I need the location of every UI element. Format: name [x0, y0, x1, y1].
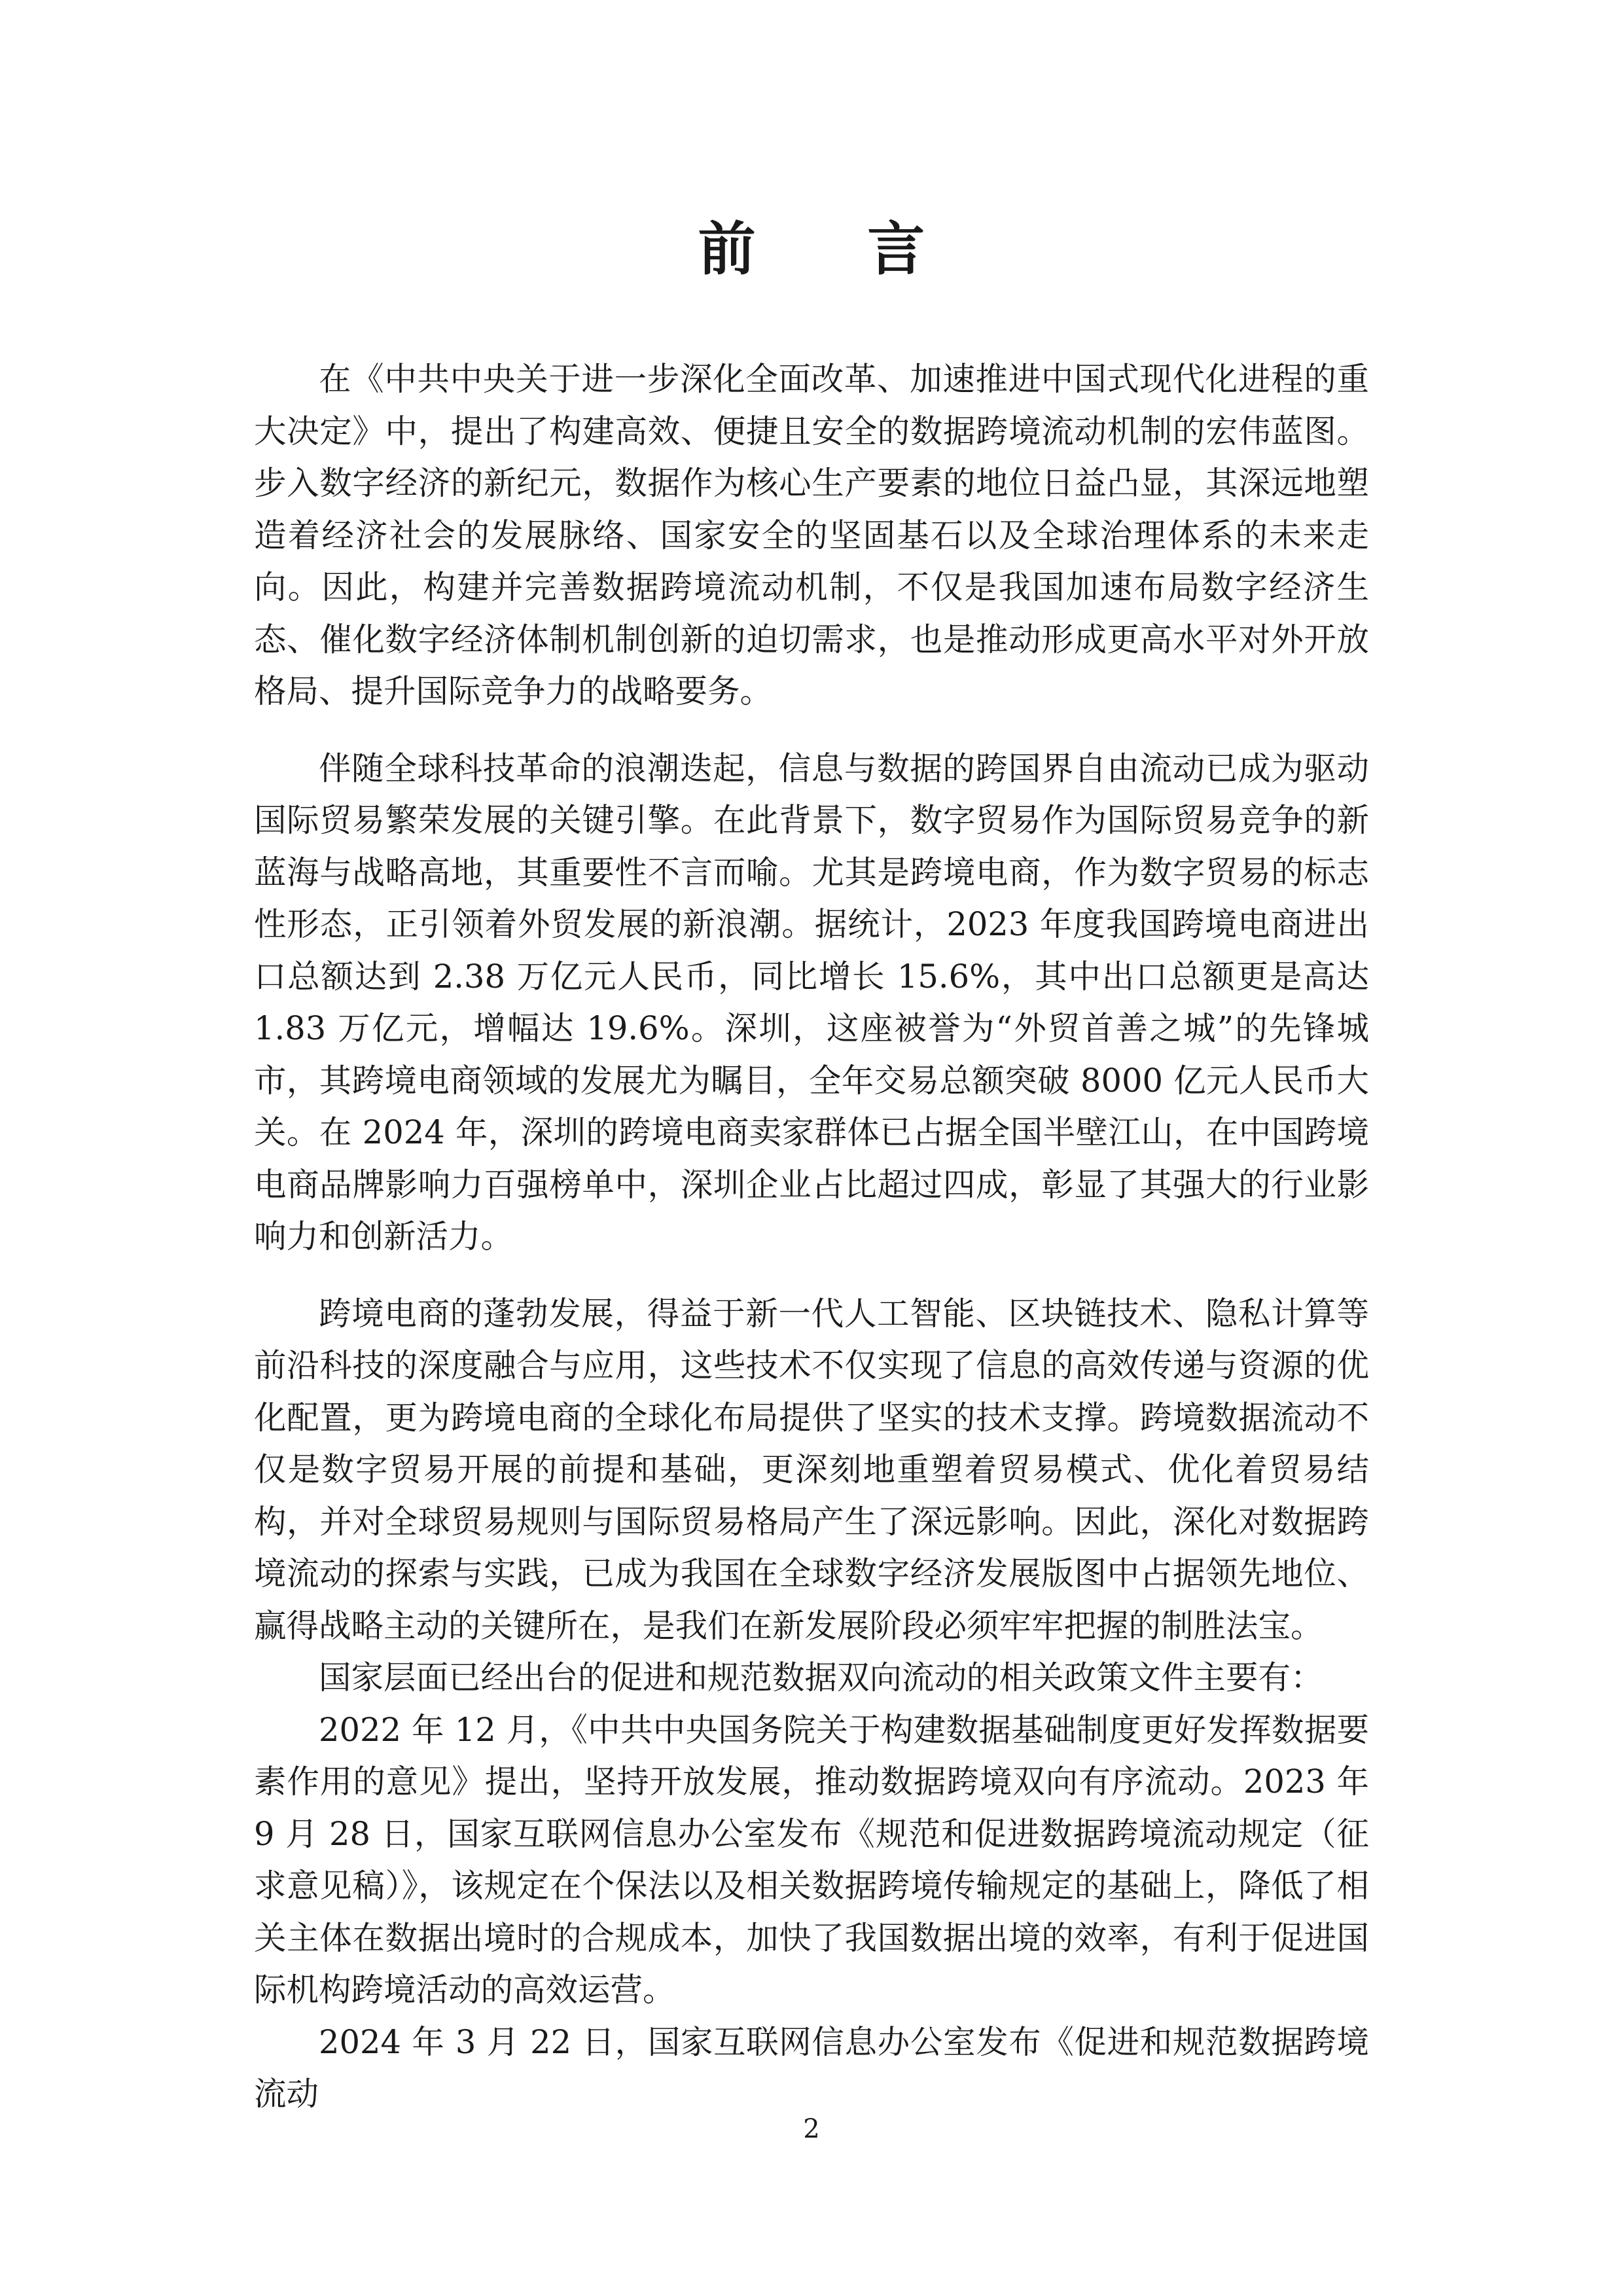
paragraph: 国家层面已经出台的促进和规范数据双向流动的相关政策文件主要有：	[319, 1659, 1323, 1696]
paragraph: 在《中共中央关于进一步深化全面改革、加速推进中国式现代化进程的重大决定》中，提出了构建高效、便捷且安全的数据跨境流动机制的宏伟蓝图。步入数字经济的新纪元，数据作为核心生产要素的地位日益凸显，其深远地塑造着经济社会的发展脉络、国家安全的坚固基石以及全球治理体系的未来走向。因此，构建并完善数据跨境流动机制，不仅是我国加速布局数字经济生态、催化数字经济体制机制创新的迫切需求，也是推动形成更高水平对外开放格局、提升国际竞争力的战略要务。	[254, 360, 1369, 710]
paragraph: 跨境电商的蓬勃发展，得益于新一代人工智能、区块链技术、隐私计算等前沿科技的深度融合与应用，这些技术不仅实现了信息的高效传递与资源的优化配置，更为跨境电商的全球化布局提供了坚实的技术支撑。跨境数据流动不仅是数字贸易开展的前提和基础，更深刻地重塑着贸易模式、优化着贸易结构，并对全球贸易规则与国际贸易格局产生了深远影响。因此，深化对数据跨境流动的探索与实践，已成为我国在全球数字经济发展版图中占据领先地位、赢得战略主动的关键所在，是我们在新发展阶段必须牢牢把握的制胜法宝。	[254, 1294, 1369, 1645]
paragraph: 2022 年 12 月，《中共中央国务院关于构建数据基础制度更好发挥数据要素作用的意见》提出，坚持开放发展，推动数据跨境双向有序流动。2023 年 9 月 28 日，国家互联网信息办公室发布《规范和促进数据跨境流动规定（征求意见稿）》，该规定在个保法以及相关数据跨境传输规定的基础上，降低了相关主体在数据出境时的合规成本，加快了我国数据出境的效率，有利于促进国际机构跨境活动的高效运营。	[254, 1710, 1369, 2009]
paragraph: 伴随全球科技革命的浪潮迭起，信息与数据的跨国界自由流动已成为驱动国际贸易繁荣发展的关键引擎。在此背景下，数字贸易作为国际贸易竞争的新蓝海与战略高地，其重要性不言而喻。尤其是跨境电商，作为数字贸易的标志性形态，正引领着外贸发展的新浪潮。据统计，2023 年度我国跨境电商进出口总额达到 2.38 万亿元人民币，同比增长 15.6%，其中出口总额更是高达 1.83 万亿元，增幅达 19.6%。深圳，这座被誉为“外贸首善之城”的先锋城市，其跨境电商领域的发展尤为瞩目，全年交易总额突破 8000 亿元人民币大关。在 2024 年，深圳的跨境电商卖家群体已占据全国半壁江山，在中国跨境电商品牌影响力百强榜单中，深圳企业占比超过四成，彰显了其强大的行业影响力和创新活力。	[254, 749, 1369, 1255]
page-number: 2	[803, 2114, 820, 2144]
paragraph: 2024 年 3 月 22 日，国家互联网信息办公室发布《促进和规范数据跨境流动	[254, 2022, 1369, 2113]
document-body	[254, 353, 1369, 2121]
page-title: 前 言	[698, 215, 971, 283]
